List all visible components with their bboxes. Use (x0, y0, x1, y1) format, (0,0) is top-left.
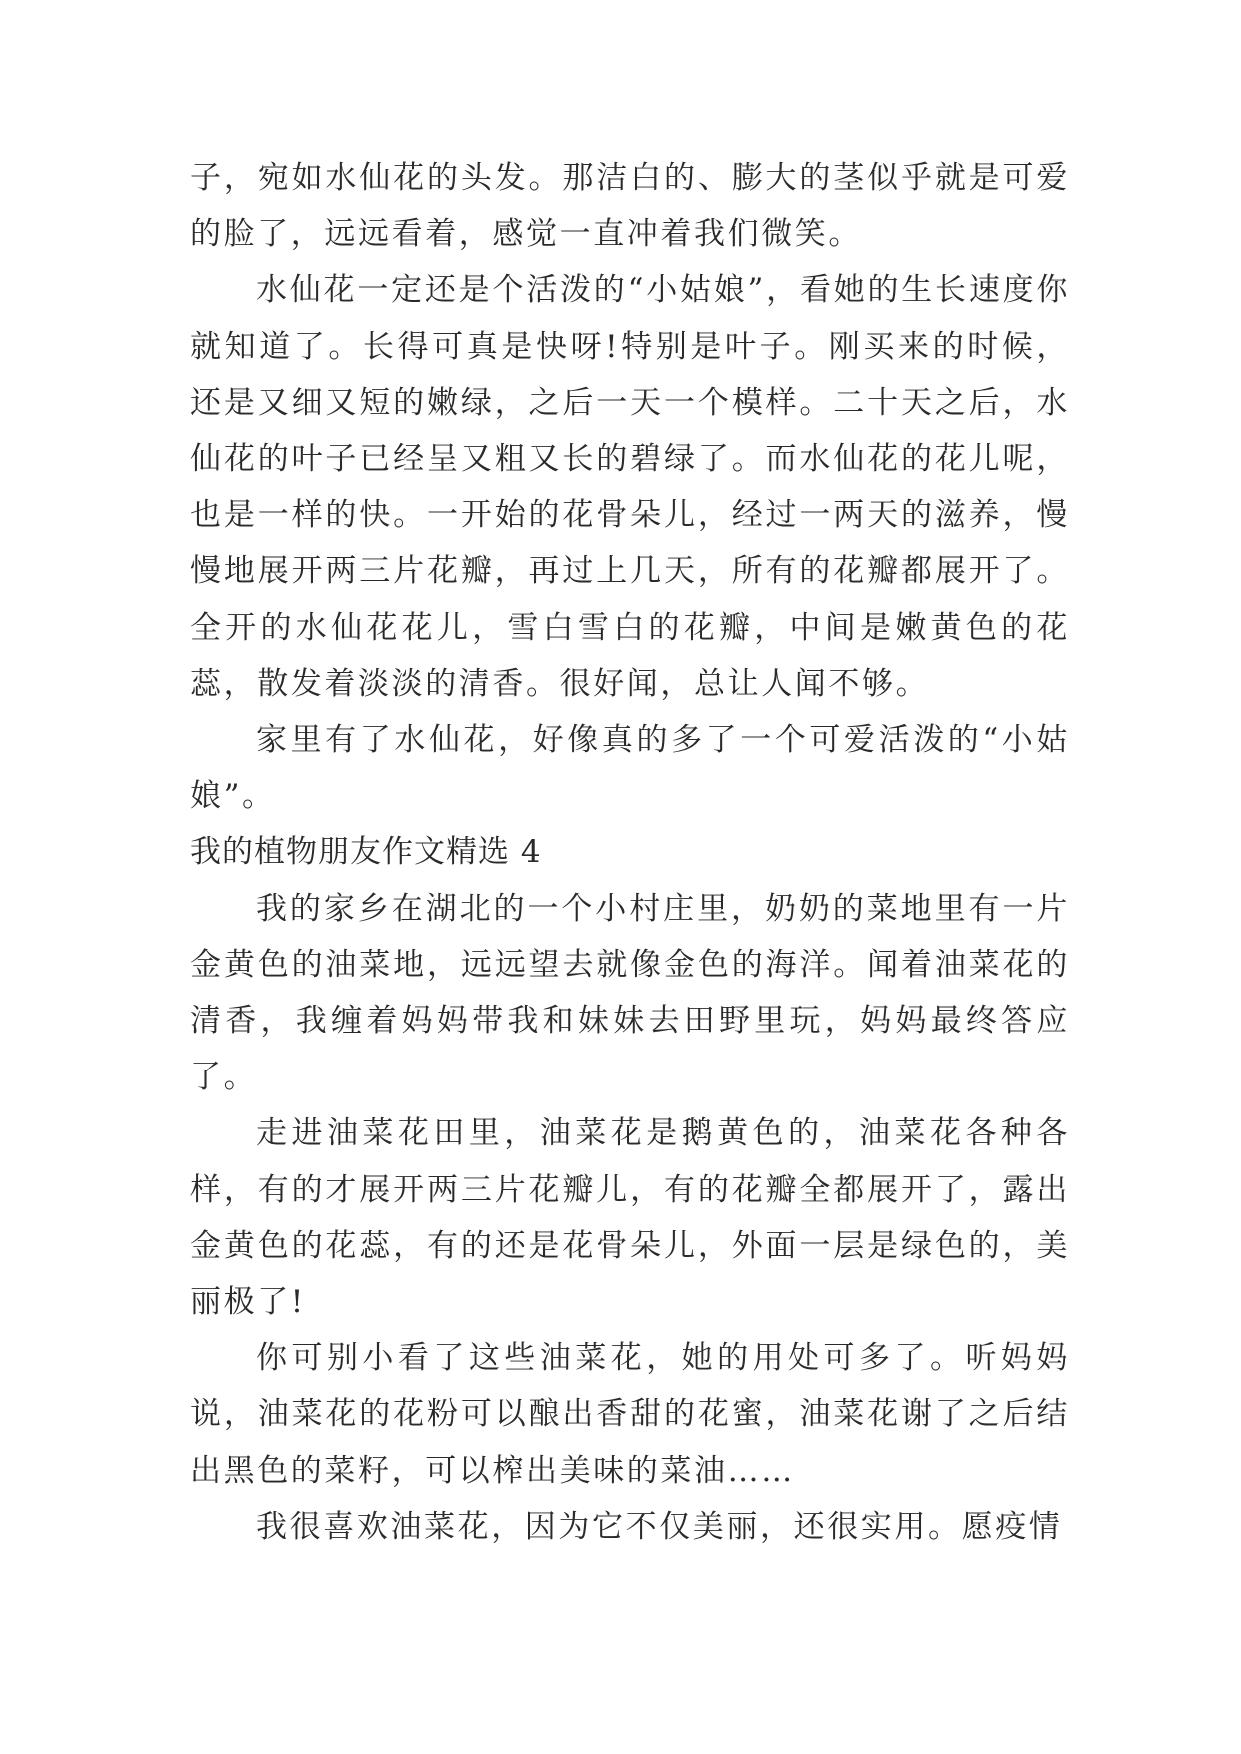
paragraph-1: 子，宛如水仙花的头发。那洁白的、膨大的茎似乎就是可爱的脸了，远远看着，感觉一直冲着我们微笑。 (190, 160, 1070, 253)
document-page (190, 150, 1070, 1555)
paragraph-4: 我的家乡在湖北的一个小村庄里，奶奶的菜地里有一片金黄色的油菜地，远远望去就像金色的海洋。闻着油菜花的清香，我缠着妈妈带我和妹妹去田野里玩，妈妈最终答应了。 (190, 890, 1070, 1096)
paragraph-6: 你可别小看了这些油菜花，她的用处可多了。听妈妈说，油菜花的花粉可以酿出香甜的花蜜，油菜花谢了之后结出黑色的菜籽，可以榨出美味的菜油…… (190, 1340, 1070, 1489)
paragraph-5: 走进油菜花田里，油菜花是鹅黄色的，油菜花各种各样，有的才展开两三片花瓣儿，有的花瓣全都展开了，露出金黄色的花蕊，有的还是花骨朵儿，外面一层是绿色的，美丽极了! (190, 1115, 1070, 1321)
paragraph-7: 我很喜欢油菜花，因为它不仅美丽，还很实用。愿疫情 (256, 1508, 1063, 1545)
section-heading: 我的植物朋友作文精选 4 (190, 834, 542, 871)
paragraph-2: 水仙花一定还是个活泼的“小姑娘”，看她的生长速度你就知道了。长得可真是快呀!特别是叶子。刚买来的时候，还是又细又短的嫩绿，之后一天一个模样。二十天之后，水仙花的叶子已经呈又粗又长的碧绿了。而水仙花的花儿呢，也是一样的快。一开始的花骨朵儿，经过一两天的滋养，慢慢地展开两三片花瓣，再过上几天，所有的花瓣都展开了。全开的水仙花花儿，雪白雪白的花瓣，中间是嫩黄色的花蕊，散发着淡淡的清香。很好闻，总让人闻不够。 (190, 272, 1070, 702)
paragraph-3: 家里有了水仙花，好像真的多了一个可爱活泼的“小姑娘”。 (190, 722, 1070, 815)
